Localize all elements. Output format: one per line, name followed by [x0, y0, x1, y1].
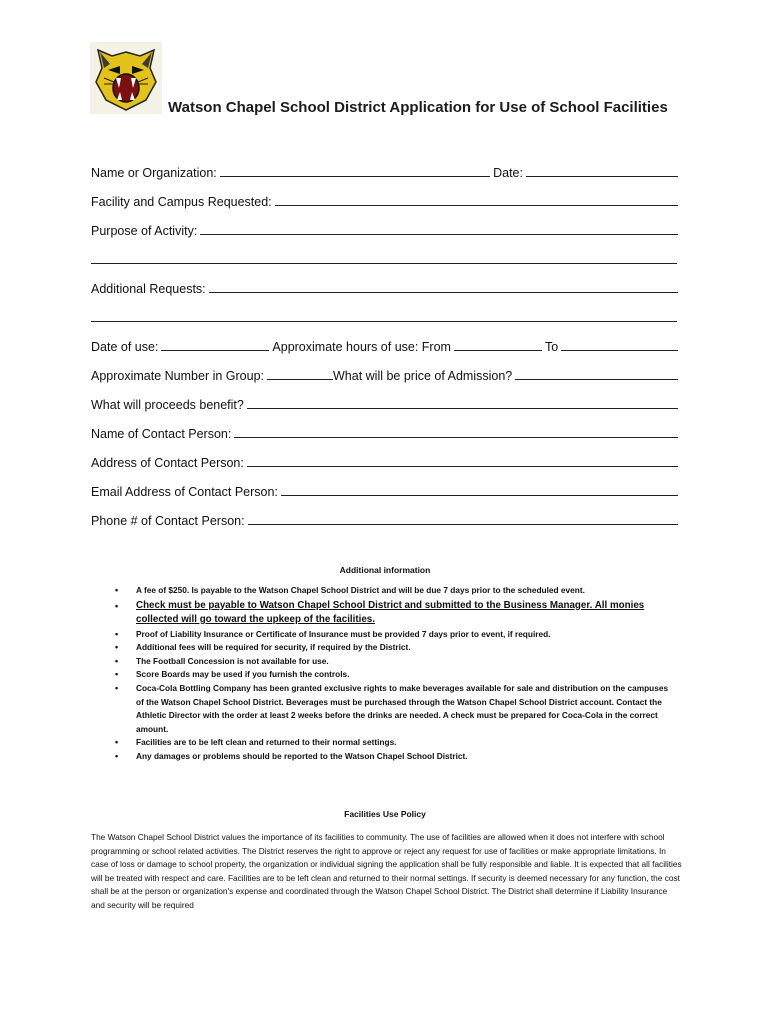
contact-address-label: Address of Contact Person: — [91, 456, 244, 470]
hours-to-field[interactable] — [561, 338, 678, 351]
contact-name-row — [91, 423, 681, 441]
list-item: • Facilities are to be left clean and returned to their normal settings. — [110, 736, 670, 750]
additional-requests-label: Additional Requests: — [91, 282, 206, 296]
purpose-label: Purpose of Activity: — [91, 224, 198, 238]
contact-phone-field[interactable] — [248, 512, 678, 525]
name-organization-field[interactable] — [220, 164, 490, 177]
hours-to-label: To — [544, 340, 559, 354]
proceeds-row — [91, 394, 681, 412]
contact-email-label: Email Address of Contact Person: — [91, 485, 278, 499]
date-of-use-field[interactable] — [161, 338, 269, 351]
facility-row — [91, 191, 681, 209]
policy-body: The Watson Chapel School District values the importance of its facilities to community. The use of facilities are allowed when it does not interfere with school programming or school related activities. The District reserves the right to approve or reject any request for use of facilities or make appropriate limitations. In case of loss or damage to school property, the organization or individual signing the application shall be fully responsible and liable. It is expected that all facilities will be treated with respect and care. Facilities are to be left clean and returned to their normal settings. If security is deemed necessary for any function, the cost shall be at the person or organization's expense and coordinated through the Watson Chapel School District. The District shall determine if Liability Insurance and security will be required — [91, 832, 682, 910]
list-item: • Additional fees will be required for security, if required by the District. — [110, 641, 670, 655]
number-in-group-label: Approximate Number in Group: — [91, 369, 264, 383]
name-organization-row — [91, 162, 681, 180]
facility-label: Facility and Campus Requested: — [91, 195, 272, 209]
date-hours-row — [91, 336, 681, 354]
wildcat-mascot-logo — [90, 42, 162, 114]
contact-email-field[interactable] — [281, 483, 678, 496]
page-title: Watson Chapel School District Application for Use of School Facilities — [168, 99, 668, 116]
hours-from-label: Approximate hours of use: From — [272, 340, 451, 354]
date-field[interactable] — [526, 164, 678, 177]
additional-requests-field[interactable] — [209, 280, 678, 293]
purpose-continuation-line[interactable] — [91, 263, 677, 264]
contact-name-field[interactable] — [234, 425, 678, 438]
proceeds-field[interactable] — [247, 396, 678, 409]
admission-price-label: What will be price of Admission? — [333, 369, 513, 383]
name-organization-label: Name or Organization: — [91, 166, 217, 180]
list-item: • The Football Concession is not available for use. — [110, 655, 670, 669]
contact-email-row — [91, 481, 681, 499]
policy-heading: Facilities Use Policy — [344, 809, 426, 819]
date-label: Date: — [493, 166, 523, 180]
additional-info-list — [110, 584, 670, 764]
contact-address-row — [91, 452, 681, 470]
purpose-row — [91, 220, 681, 238]
list-item: • Any damages or problems should be reported to the Watson Chapel School District. — [110, 750, 670, 764]
group-admission-row — [91, 365, 681, 383]
proceeds-label: What will proceeds benefit? — [91, 398, 244, 412]
date-of-use-label: Date of use: — [91, 340, 159, 354]
list-item: • Check must be payable to Watson Chapel School District and submitted to the Business Manager. All monies collected will go toward the upkeep of the facilities. — [110, 599, 670, 627]
admission-price-field[interactable] — [515, 367, 678, 380]
list-item: • Proof of Liability Insurance or Certificate of Insurance must be provided 7 days prior to event, if required. — [110, 628, 670, 642]
contact-address-field[interactable] — [247, 454, 678, 467]
contact-phone-label: Phone # of Contact Person: — [91, 514, 245, 528]
additional-info-heading: Additional information — [339, 565, 431, 575]
additional-requests-row — [91, 278, 681, 296]
purpose-field[interactable] — [200, 222, 678, 235]
list-item: • A fee of $250. Is payable to the Watson Chapel School District and will be due 7 days prior to the scheduled event. — [110, 584, 670, 598]
list-item: • Score Boards may be used if you furnish the controls. — [110, 668, 670, 682]
contact-name-label: Name of Contact Person: — [91, 427, 232, 441]
hours-from-field[interactable] — [454, 338, 542, 351]
number-in-group-field[interactable] — [267, 367, 333, 380]
additional-requests-continuation-line[interactable] — [91, 321, 677, 322]
list-item: • Coca-Cola Bottling Company has been granted exclusive rights to make beverages available for sale and distribution on the campuses of the Watson Chapel School District. Beverages must be purchased through the Watson Chapel School District account. Contact the Athletic Director with the order at least 2 weeks before the drinks are needed. A check must be prepared for Coca-Cola in the correct amount. — [110, 682, 670, 736]
facility-field[interactable] — [275, 193, 678, 206]
contact-phone-row — [91, 510, 681, 528]
